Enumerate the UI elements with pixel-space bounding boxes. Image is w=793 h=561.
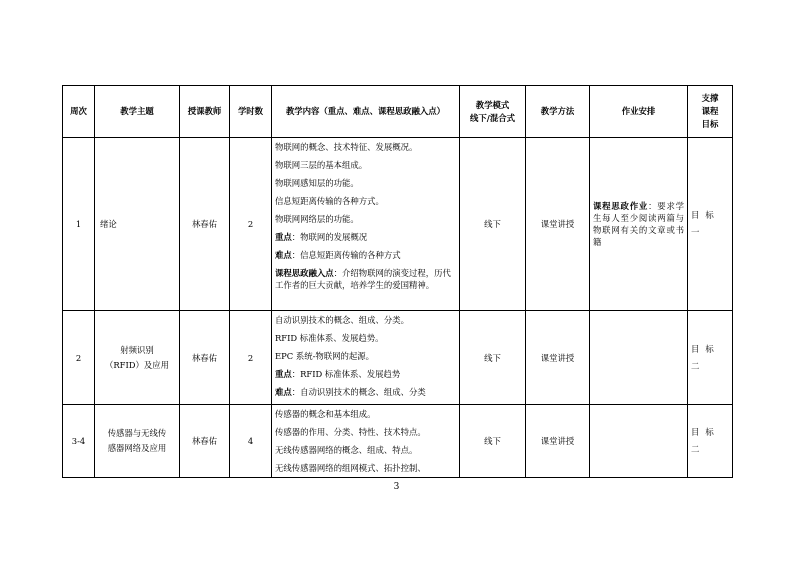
goal-b: 二 — [691, 444, 706, 454]
row-goal — [688, 311, 733, 405]
row-teacher: 林春佑 — [180, 405, 230, 478]
row-week: 1 — [63, 138, 95, 311]
header-mode-line1: 教学模式 — [475, 99, 510, 110]
row-teacher: 林春佑 — [180, 311, 230, 405]
table-row — [63, 405, 733, 478]
header-goal — [688, 86, 733, 138]
row-method: 课堂讲授 — [526, 405, 590, 478]
row-method: 课堂讲授 — [526, 138, 590, 311]
goal-a: 目标 — [691, 427, 720, 437]
row-teacher: 林春佑 — [180, 138, 230, 311]
difficulty-label: 难点 — [275, 250, 292, 260]
ideology-label: 课程思政融入点 — [275, 268, 334, 278]
row-content — [272, 405, 460, 478]
row-week: 2 — [63, 311, 95, 405]
content-line: 信息短距离传输的各种方式。 — [275, 196, 384, 206]
page-number: 3 — [393, 482, 400, 492]
content-line: 自动识别技术的概念、组成、分类。 — [275, 315, 409, 325]
row-topic — [95, 405, 180, 478]
header-homework: 作业安排 — [590, 86, 688, 138]
content-line: RFID 标准体系、发展趋势。 — [275, 333, 384, 343]
header-content: 教学内容（重点、难点、课程思政融入点） — [272, 86, 460, 138]
key-label: 重点 — [275, 369, 292, 379]
row-homework — [590, 311, 688, 405]
content-line: 无线传感器网络的概念、组成、特点。 — [275, 445, 418, 455]
row-goal — [688, 405, 733, 478]
table-row — [63, 311, 733, 405]
table-row — [63, 138, 733, 311]
header-week: 周次 — [63, 86, 95, 138]
row-method: 课堂讲授 — [526, 311, 590, 405]
key-text: ：物联网的发展概况 — [291, 232, 368, 242]
homework-label: 课程思政作业 — [593, 201, 649, 211]
header-mode-line2: 线下/混合式 — [470, 112, 515, 123]
content-line: 物联网的概念、技术特征、发展概况。 — [275, 142, 418, 152]
row-homework — [590, 405, 688, 478]
content-line: 无线传感器网络的组网模式、拓扑控制、 — [275, 463, 426, 473]
goal-a: 目标 — [691, 343, 720, 354]
difficulty-label: 难点 — [275, 387, 292, 397]
header-goal-line3: 目标 — [701, 119, 719, 129]
course-schedule-table — [62, 85, 733, 478]
row-mode: 线下 — [460, 405, 526, 478]
content-line: EPC 系统-物联网的起源。 — [275, 351, 375, 361]
difficulty-text: ：信息短距离传输的各种方式 — [291, 250, 401, 260]
key-label: 重点 — [275, 232, 292, 242]
goal-b: 一 — [691, 227, 706, 237]
row-hours: 4 — [230, 405, 272, 478]
header-row — [63, 86, 733, 138]
content-line: 物联网网络层的功能。 — [275, 214, 359, 224]
row-week: 3-4 — [63, 405, 95, 478]
header-goal-line1: 支撑 — [701, 93, 719, 103]
header-goal-line2: 课程 — [701, 106, 719, 116]
header-method: 教学方法 — [526, 86, 590, 138]
key-text: ：RFID 标准体系、发展趋势 — [291, 369, 401, 379]
row-hours: 2 — [230, 138, 272, 311]
row-mode: 线下 — [460, 138, 526, 311]
row-topic — [95, 311, 180, 405]
row-goal — [688, 138, 733, 311]
header-hours: 学时数 — [230, 86, 272, 138]
content-line: 传感器的概念和基本组成。 — [275, 409, 376, 419]
homework-text: ：要求学生每人至少阅读两篇与物联网有关的文章或书籍 — [593, 201, 685, 247]
topic-line2: （RFID）及应用 — [104, 359, 169, 370]
header-teacher: 授课教师 — [180, 86, 230, 138]
content-difficulty — [275, 246, 456, 264]
content-line: 物联网感知层的功能。 — [275, 178, 359, 188]
content-line: 传感器的作用、分类、特性、技术特点。 — [275, 427, 426, 437]
topic-line2: 感器网络及应用 — [107, 443, 167, 453]
row-homework — [590, 138, 688, 311]
content-line: 物联网三层的基本组成。 — [275, 160, 368, 170]
difficulty-text: ：自动识别技术的概念、组成、分类 — [291, 387, 426, 397]
header-mode — [460, 86, 526, 138]
row-hours: 2 — [230, 311, 272, 405]
content-key-point — [275, 228, 456, 246]
row-topic: 绪论 — [95, 138, 180, 311]
goal-a: 目标 — [691, 210, 720, 220]
ideology-text: ：介绍物联网的演变过程，历代工作者的巨大贡献，培养学生的爱国精神。 — [275, 268, 451, 290]
row-content — [272, 311, 460, 405]
content-difficulty — [275, 383, 456, 401]
row-mode: 线下 — [460, 311, 526, 405]
content-key-point — [275, 365, 456, 383]
content-ideology — [275, 267, 456, 291]
topic-line1: 传感器与无线传 — [107, 428, 167, 438]
goal-b: 二 — [691, 360, 706, 371]
row-content — [272, 138, 460, 311]
topic-line1: 射频识别 — [120, 344, 154, 355]
header-topic: 教学主题 — [95, 86, 180, 138]
